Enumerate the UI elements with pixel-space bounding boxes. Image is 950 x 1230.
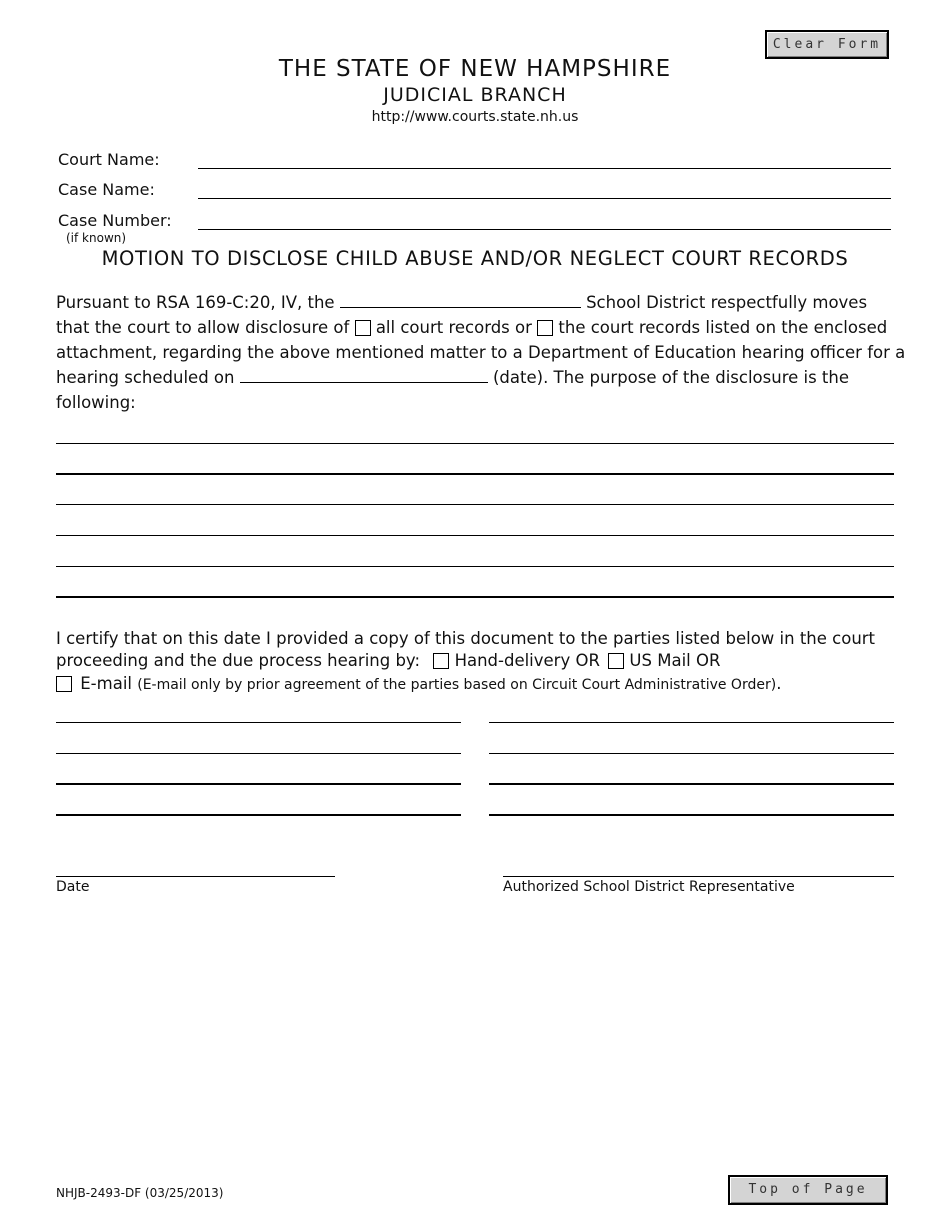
- if-known-note: (if known): [66, 231, 127, 245]
- purpose-line[interactable]: [56, 473, 894, 475]
- party-line-right[interactable]: [489, 753, 894, 754]
- motion-text: the court records listed on the enclosed: [558, 318, 888, 337]
- hearing-date-field[interactable]: [240, 370, 488, 383]
- motion-line-3: attachment, regarding the above mentioned matter to a Department of Education hearing officer for a: [56, 343, 906, 362]
- purpose-line[interactable]: [56, 443, 894, 444]
- representative-label: Authorized School District Representative: [503, 879, 795, 895]
- case-name-label: Case Name:: [58, 180, 155, 199]
- case-number-field[interactable]: [198, 229, 891, 230]
- top-of-page-button[interactable]: Top of Page: [728, 1175, 888, 1205]
- purpose-line[interactable]: [56, 535, 894, 536]
- clear-form-button[interactable]: Clear Form: [765, 30, 889, 59]
- state-title: THE STATE OF NEW HAMPSHIRE: [278, 56, 672, 82]
- email-period: .: [776, 674, 782, 693]
- motion-line-5: following:: [56, 393, 136, 412]
- branch-title: JUDICIAL BRANCH: [383, 84, 567, 106]
- certify-text: proceeding and the due process hearing by:: [56, 651, 421, 670]
- party-line-right[interactable]: [489, 783, 894, 785]
- date-signature-field[interactable]: [56, 876, 335, 877]
- purpose-line[interactable]: [56, 596, 894, 598]
- motion-text: hearing scheduled on: [56, 368, 235, 387]
- motion-text: School District respectfully moves: [586, 293, 868, 312]
- us-mail-checkbox[interactable]: [608, 653, 624, 669]
- case-name-field[interactable]: [198, 198, 891, 199]
- email-note: (E-mail only by prior agreement of the parties based on Circuit Court Administrative Order): [137, 677, 777, 693]
- date-label: Date: [56, 879, 90, 895]
- court-url: http://www.courts.state.nh.us: [371, 109, 579, 125]
- party-line-left[interactable]: [56, 722, 461, 723]
- party-line-left[interactable]: [56, 783, 461, 785]
- purpose-line[interactable]: [56, 504, 894, 505]
- motion-text: Pursuant to RSA 169-C:20, IV, the: [56, 293, 335, 312]
- email-label: E-mail: [80, 674, 132, 693]
- motion-line-1: [56, 290, 906, 315]
- party-line-left[interactable]: [56, 814, 461, 816]
- party-line-right[interactable]: [489, 814, 894, 816]
- motion-line-4: [56, 365, 906, 390]
- representative-signature-field[interactable]: [503, 876, 894, 877]
- court-name-field[interactable]: [198, 168, 891, 169]
- all-records-checkbox[interactable]: [355, 320, 371, 336]
- certify-line-3: [56, 673, 906, 696]
- hand-delivery-label: Hand-delivery OR: [454, 651, 600, 670]
- case-number-label: Case Number:: [58, 211, 172, 230]
- motion-text: that the court to allow disclosure of: [56, 318, 350, 337]
- listed-records-checkbox[interactable]: [537, 320, 553, 336]
- email-checkbox[interactable]: [56, 676, 72, 692]
- certify-line-2: [56, 650, 906, 672]
- purpose-line[interactable]: [56, 566, 894, 567]
- form-id: NHJB-2493-DF (03/25/2013): [56, 1186, 224, 1200]
- us-mail-label: US Mail OR: [629, 651, 721, 670]
- certify-line-1: I certify that on this date I provided a copy of this document to the parties listed below in the court: [56, 629, 876, 648]
- court-name-label: Court Name:: [58, 150, 160, 169]
- motion-line-2: [56, 315, 906, 340]
- motion-text: all court records or: [375, 318, 532, 337]
- motion-title: MOTION TO DISCLOSE CHILD ABUSE AND/OR NEGLECT COURT RECORDS: [101, 247, 849, 270]
- motion-text: (date). The purpose of the disclosure is the: [492, 368, 850, 387]
- party-line-left[interactable]: [56, 753, 461, 754]
- school-district-field[interactable]: [340, 295, 581, 308]
- party-line-right[interactable]: [489, 722, 894, 723]
- hand-delivery-checkbox[interactable]: [433, 653, 449, 669]
